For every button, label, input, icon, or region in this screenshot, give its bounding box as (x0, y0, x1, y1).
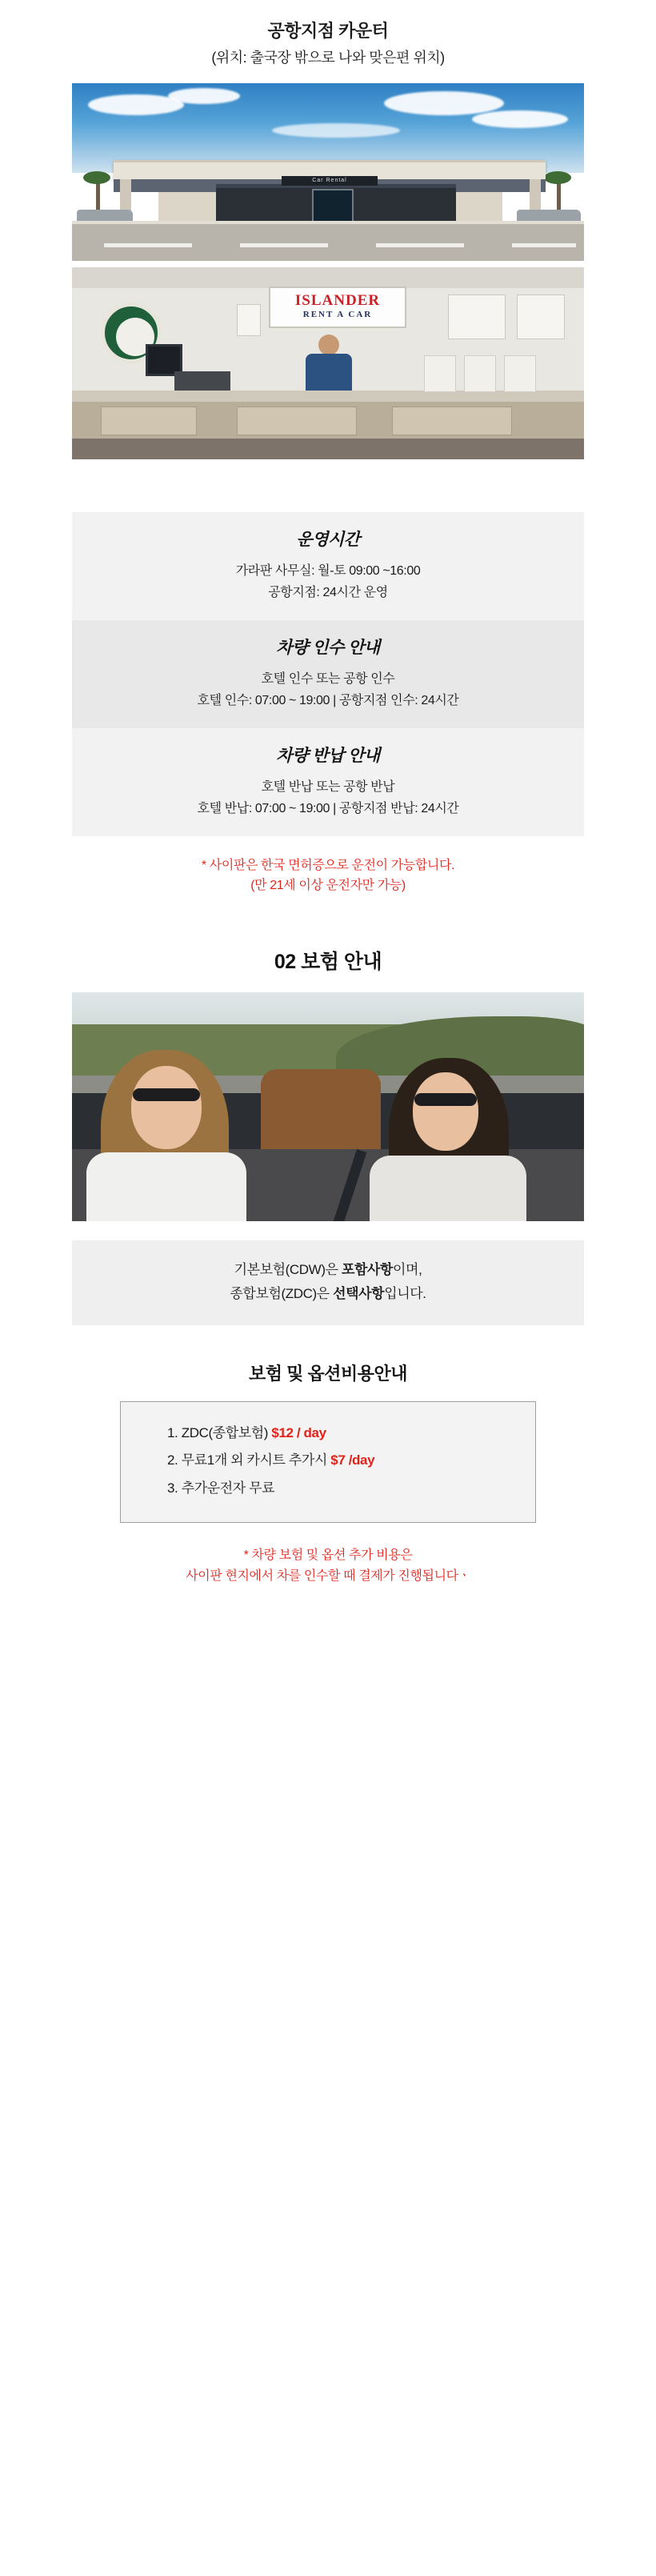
options-box (120, 1401, 536, 1524)
wall-poster (237, 304, 261, 336)
road-marking (104, 243, 192, 247)
sunglasses (414, 1093, 477, 1106)
counter-location-note: (위치: 출국장 밖으로 나와 맞은편 위치) (211, 49, 445, 66)
payment-note-line-2: 사이판 현지에서 차를 인수할 때 결제가 진행됩니다ㆍ (186, 1569, 470, 1584)
banner-line-2: RENT A CAR (302, 309, 373, 319)
sunglasses (133, 1088, 200, 1101)
road-marking (376, 243, 464, 247)
cloud-shape (472, 110, 568, 128)
staff-person (318, 335, 339, 355)
cdw-text-bold: 포함사항 (341, 1262, 394, 1278)
cdw-text-c: 이며, (393, 1262, 422, 1278)
cloud-shape (168, 88, 240, 104)
hours-line-2: 공항지점: 24시간 운영 (268, 586, 388, 600)
hours-heading: 운영시간 (296, 530, 360, 549)
wall-poster (517, 294, 565, 339)
ceiling (72, 267, 584, 288)
road-marking (240, 243, 328, 247)
ground-pavement (72, 224, 584, 261)
counter-panel (237, 407, 357, 435)
counter-panel (392, 407, 512, 435)
options-title: 보험 및 옵션비용안내 (249, 1363, 407, 1384)
cdw-text-a: 기본보험(CDW)은 (234, 1262, 342, 1278)
passenger-face (413, 1072, 478, 1151)
insurance-summary-line-1 (80, 1258, 576, 1282)
palm-tree-crown (83, 171, 110, 184)
brochure (504, 355, 536, 392)
payment-note (72, 1545, 584, 1587)
floor (72, 439, 584, 459)
counter-header (0, 19, 656, 69)
pickup-line-1: 호텔 인수 또는 공항 인수 (261, 671, 395, 686)
passenger-body (86, 1152, 246, 1221)
operation-info-block (72, 512, 584, 836)
road-marking (512, 243, 576, 247)
option-price: $12 / day (271, 1424, 326, 1440)
page-title: 공항지점 카운터 (267, 21, 389, 41)
photo-gallery (72, 83, 584, 459)
wall-poster (448, 294, 506, 339)
license-notice (72, 855, 584, 896)
option-index: 2. (167, 1452, 178, 1468)
islander-rent-a-car-banner (269, 286, 406, 328)
counter-panel (101, 407, 197, 435)
photo-airport-branch-exterior (72, 83, 584, 261)
insurance-summary-box (72, 1240, 584, 1325)
options-list (121, 1420, 535, 1504)
insurance-section-title: 02 보험 안내 (274, 951, 382, 974)
list-item (167, 1420, 535, 1448)
list-item (167, 1475, 535, 1503)
payment-note-line-1: * 차량 보험 및 옵션 추가 비용은 (243, 1548, 413, 1563)
passenger-body (370, 1156, 526, 1221)
cloud-shape (272, 123, 400, 138)
passenger-face (131, 1066, 202, 1149)
option-label: 추가운전자 무료 (181, 1480, 275, 1496)
photo-convertible-drive (72, 992, 584, 1221)
zdc-text-a: 종합보험(ZDC)은 (230, 1285, 334, 1301)
staff-person-body (306, 354, 352, 391)
photo-rental-counter-interior (72, 267, 584, 459)
pickup-heading: 차량 인수 안내 (276, 638, 380, 657)
insurance-summary-line-2 (80, 1282, 576, 1306)
option-price: $7 /day (330, 1452, 375, 1468)
option-index: 1. (167, 1424, 178, 1440)
option-index: 3. (167, 1480, 178, 1496)
hours-box (72, 512, 584, 620)
license-notice-line-2: (만 21세 이상 운전자만 가능) (250, 879, 406, 893)
zdc-text-c: 입니다. (384, 1285, 426, 1301)
license-notice-line-1: * 사이판은 한국 면허증으로 운전이 가능합니다. (201, 858, 455, 872)
option-label: ZDC(종합보험) (181, 1424, 269, 1440)
list-item (167, 1447, 535, 1475)
option-label: 무료1개 외 카시트 추가시 (181, 1452, 327, 1468)
zdc-text-bold: 선택사항 (333, 1285, 385, 1301)
banner-line-1: ISLANDER (294, 291, 381, 309)
return-line-1: 호텔 반납 또는 공항 반납 (261, 779, 395, 794)
cloud-shape (384, 91, 504, 115)
brochure (424, 355, 456, 392)
return-box (72, 728, 584, 836)
return-line-2: 호텔 반납: 07:00 ~ 19:00 | 공항지점 반납: 24시간 (197, 802, 459, 816)
palm-tree-crown (544, 171, 571, 184)
car-rental-sign: Car Rental (282, 176, 378, 186)
brochure (464, 355, 496, 392)
hours-line-1: 가라판 사무실: 월-토 09:00 ~16:00 (235, 563, 421, 578)
pickup-line-2: 호텔 인수: 07:00 ~ 19:00 | 공항지점 인수: 24시간 (197, 694, 459, 708)
pickup-box (72, 620, 584, 728)
return-heading: 차량 반납 안내 (276, 746, 380, 765)
